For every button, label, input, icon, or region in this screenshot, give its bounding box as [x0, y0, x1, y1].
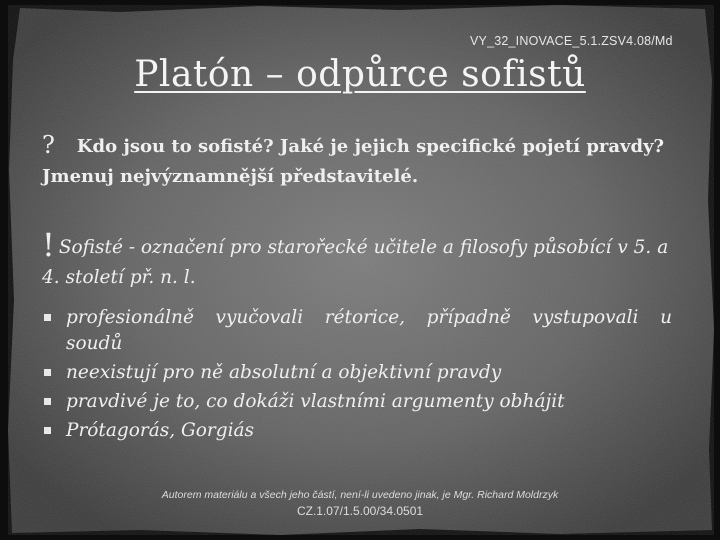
square-bullet-icon	[44, 369, 51, 376]
footer-author: Autorem materiálu a všech jeho částí, není-li uvedeno jinak, je Mgr. Richard Moldrzyk	[161, 489, 559, 501]
list-item	[42, 389, 672, 415]
bullet-text: pravdivé je to, co dokáži vlastními argumenty obhájit	[66, 391, 565, 412]
list-item	[42, 305, 672, 357]
exclamation-mark-icon: !	[42, 226, 55, 264]
question-block	[42, 130, 682, 192]
slide-title	[0, 54, 720, 95]
footer-project-code: CZ.1.07/1.5.00/34.0501	[296, 504, 424, 518]
bullet-text: profesionálně vyučovali rétorice, případně vystupovali u soudů	[66, 307, 672, 354]
bullet-text: Prótagorás, Gorgiás	[66, 420, 255, 441]
slide-title-text: Platón – odpůrce sofistů	[134, 54, 586, 95]
answer-intro-text: Sofisté - označení pro starořecké učitele a filosofy působící v 5. a 4. století př. n. l.	[42, 237, 669, 288]
list-item	[42, 360, 672, 386]
document-code: VY_32_INOVACE_5.1.ZSV4.08/Md	[470, 34, 673, 48]
bullet-text: neexistují pro ně absolutní a objektivní pravdy	[66, 362, 502, 383]
answer-intro	[42, 226, 682, 293]
question-mark-icon: ?	[42, 131, 55, 159]
square-bullet-icon	[44, 398, 51, 405]
question-text: Kdo jsou to sofisté? Jaké je jejich specifické pojetí pravdy? Jmenuj nejvýznamnější představitelé.	[42, 136, 665, 187]
bullet-list	[42, 305, 672, 447]
square-bullet-icon	[44, 427, 51, 434]
square-bullet-icon	[44, 314, 51, 321]
list-item	[42, 418, 672, 444]
